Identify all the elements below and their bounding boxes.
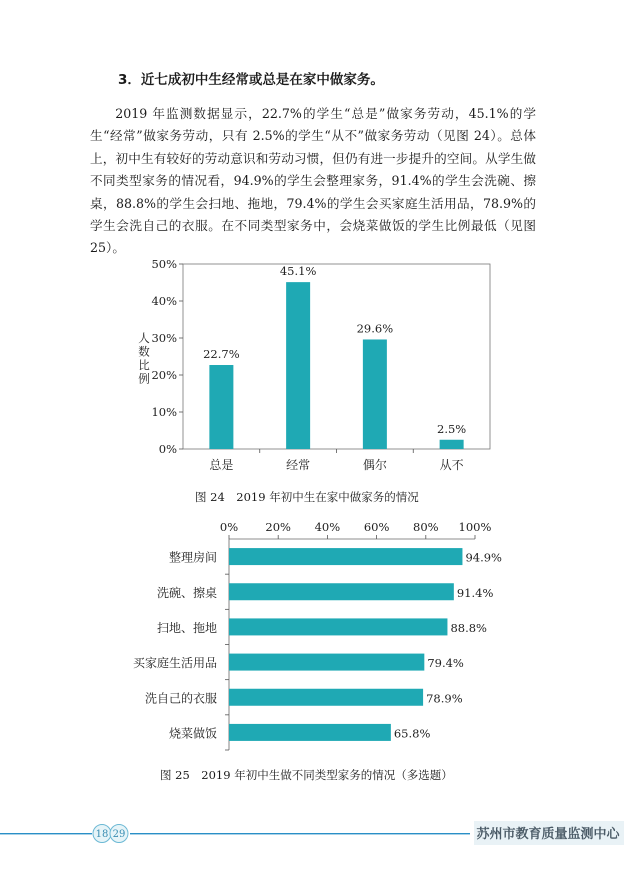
y-axis-label: 比 [138, 358, 150, 372]
bar [286, 282, 310, 449]
x-tick-label: 从不 [439, 458, 464, 472]
y-tick-label: 扫地、拖地 [156, 620, 217, 635]
bar [440, 440, 464, 449]
x-tick-label: 0% [219, 520, 239, 534]
data-label: 94.9% [465, 550, 503, 565]
y-tick-label: 40% [151, 294, 177, 308]
section-heading: 3．近七成初中生经常或总是在家中做家务。 [118, 72, 384, 88]
data-label: 91.4% [456, 585, 494, 600]
data-label: 65.8% [393, 726, 431, 741]
data-label: 88.8% [450, 620, 487, 635]
x-tick-label: 偶尔 [362, 458, 387, 472]
y-tick-label: 烧菜做饭 [168, 726, 217, 741]
y-axis-label: 人 [138, 331, 150, 345]
y-tick-label: 50% [151, 257, 177, 271]
page-number-left: 18 [95, 829, 109, 840]
data-label: 2.5% [437, 421, 467, 436]
x-tick-label: 80% [413, 520, 439, 534]
y-tick-label: 整理房间 [168, 550, 217, 565]
data-label: 29.6% [356, 321, 394, 336]
y-tick-label: 30% [151, 331, 177, 345]
page-number-right: 29 [112, 829, 126, 840]
y-tick-label: 10% [151, 405, 177, 419]
data-label: 45.1% [279, 264, 317, 279]
figure-24-caption: 图 24 2019 年初中生在家中做家务的情况 [195, 490, 419, 504]
x-tick-label: 100% [458, 520, 492, 534]
y-axis-label: 数 [138, 344, 150, 359]
data-label: 22.7% [203, 347, 240, 362]
y-tick-label: 20% [151, 368, 177, 382]
x-tick-label: 60% [363, 520, 390, 534]
bar [363, 339, 387, 449]
body-paragraph: 2019 年监测数据显示，22.7%的学生“总是”做家务劳动，45.1%的学生“经常”做家务劳动，只有 2.5%的学生“从不”做家务劳动（见图 24）。总体上，初中生有较好的劳动意识和劳动习惯，但仍有进一步提升的空间。从学生做不同类型家务的情况看，94.9%的学生会整理家务，91.4%的学生会洗碗、擦桌，88.8%的学生会扫地、拖地，79.4%的学生会买家庭生活用品，78.9%的学生会洗自己的衣服。在不同类型家务中，会烧菜做饭的学生比例最低（见图 25）。 [90, 106, 536, 256]
x-tick-label: 40% [314, 520, 341, 534]
y-axis-label: 例 [138, 371, 150, 386]
footer-rule [0, 833, 92, 834]
x-tick-label: 总是 [209, 458, 234, 472]
y-tick-label: 0% [158, 442, 177, 456]
y-tick-label: 洗自己的衣服 [144, 691, 217, 706]
footer-rule [130, 833, 470, 834]
data-label: 78.9% [426, 691, 463, 706]
y-tick-label: 洗碗、擦桌 [156, 585, 217, 600]
x-tick-label: 经常 [286, 458, 311, 472]
page-footer [0, 818, 624, 858]
publisher-name: 苏州市教育质量监测中心 [476, 827, 620, 842]
data-label: 79.4% [427, 656, 464, 671]
bar [209, 365, 233, 449]
x-tick-label: 20% [265, 520, 291, 534]
figure-25-caption: 图 25 2019 年初中生做不同类型家务的情况（多选题） [160, 768, 453, 782]
y-tick-label: 买家庭生活用品 [132, 656, 217, 671]
